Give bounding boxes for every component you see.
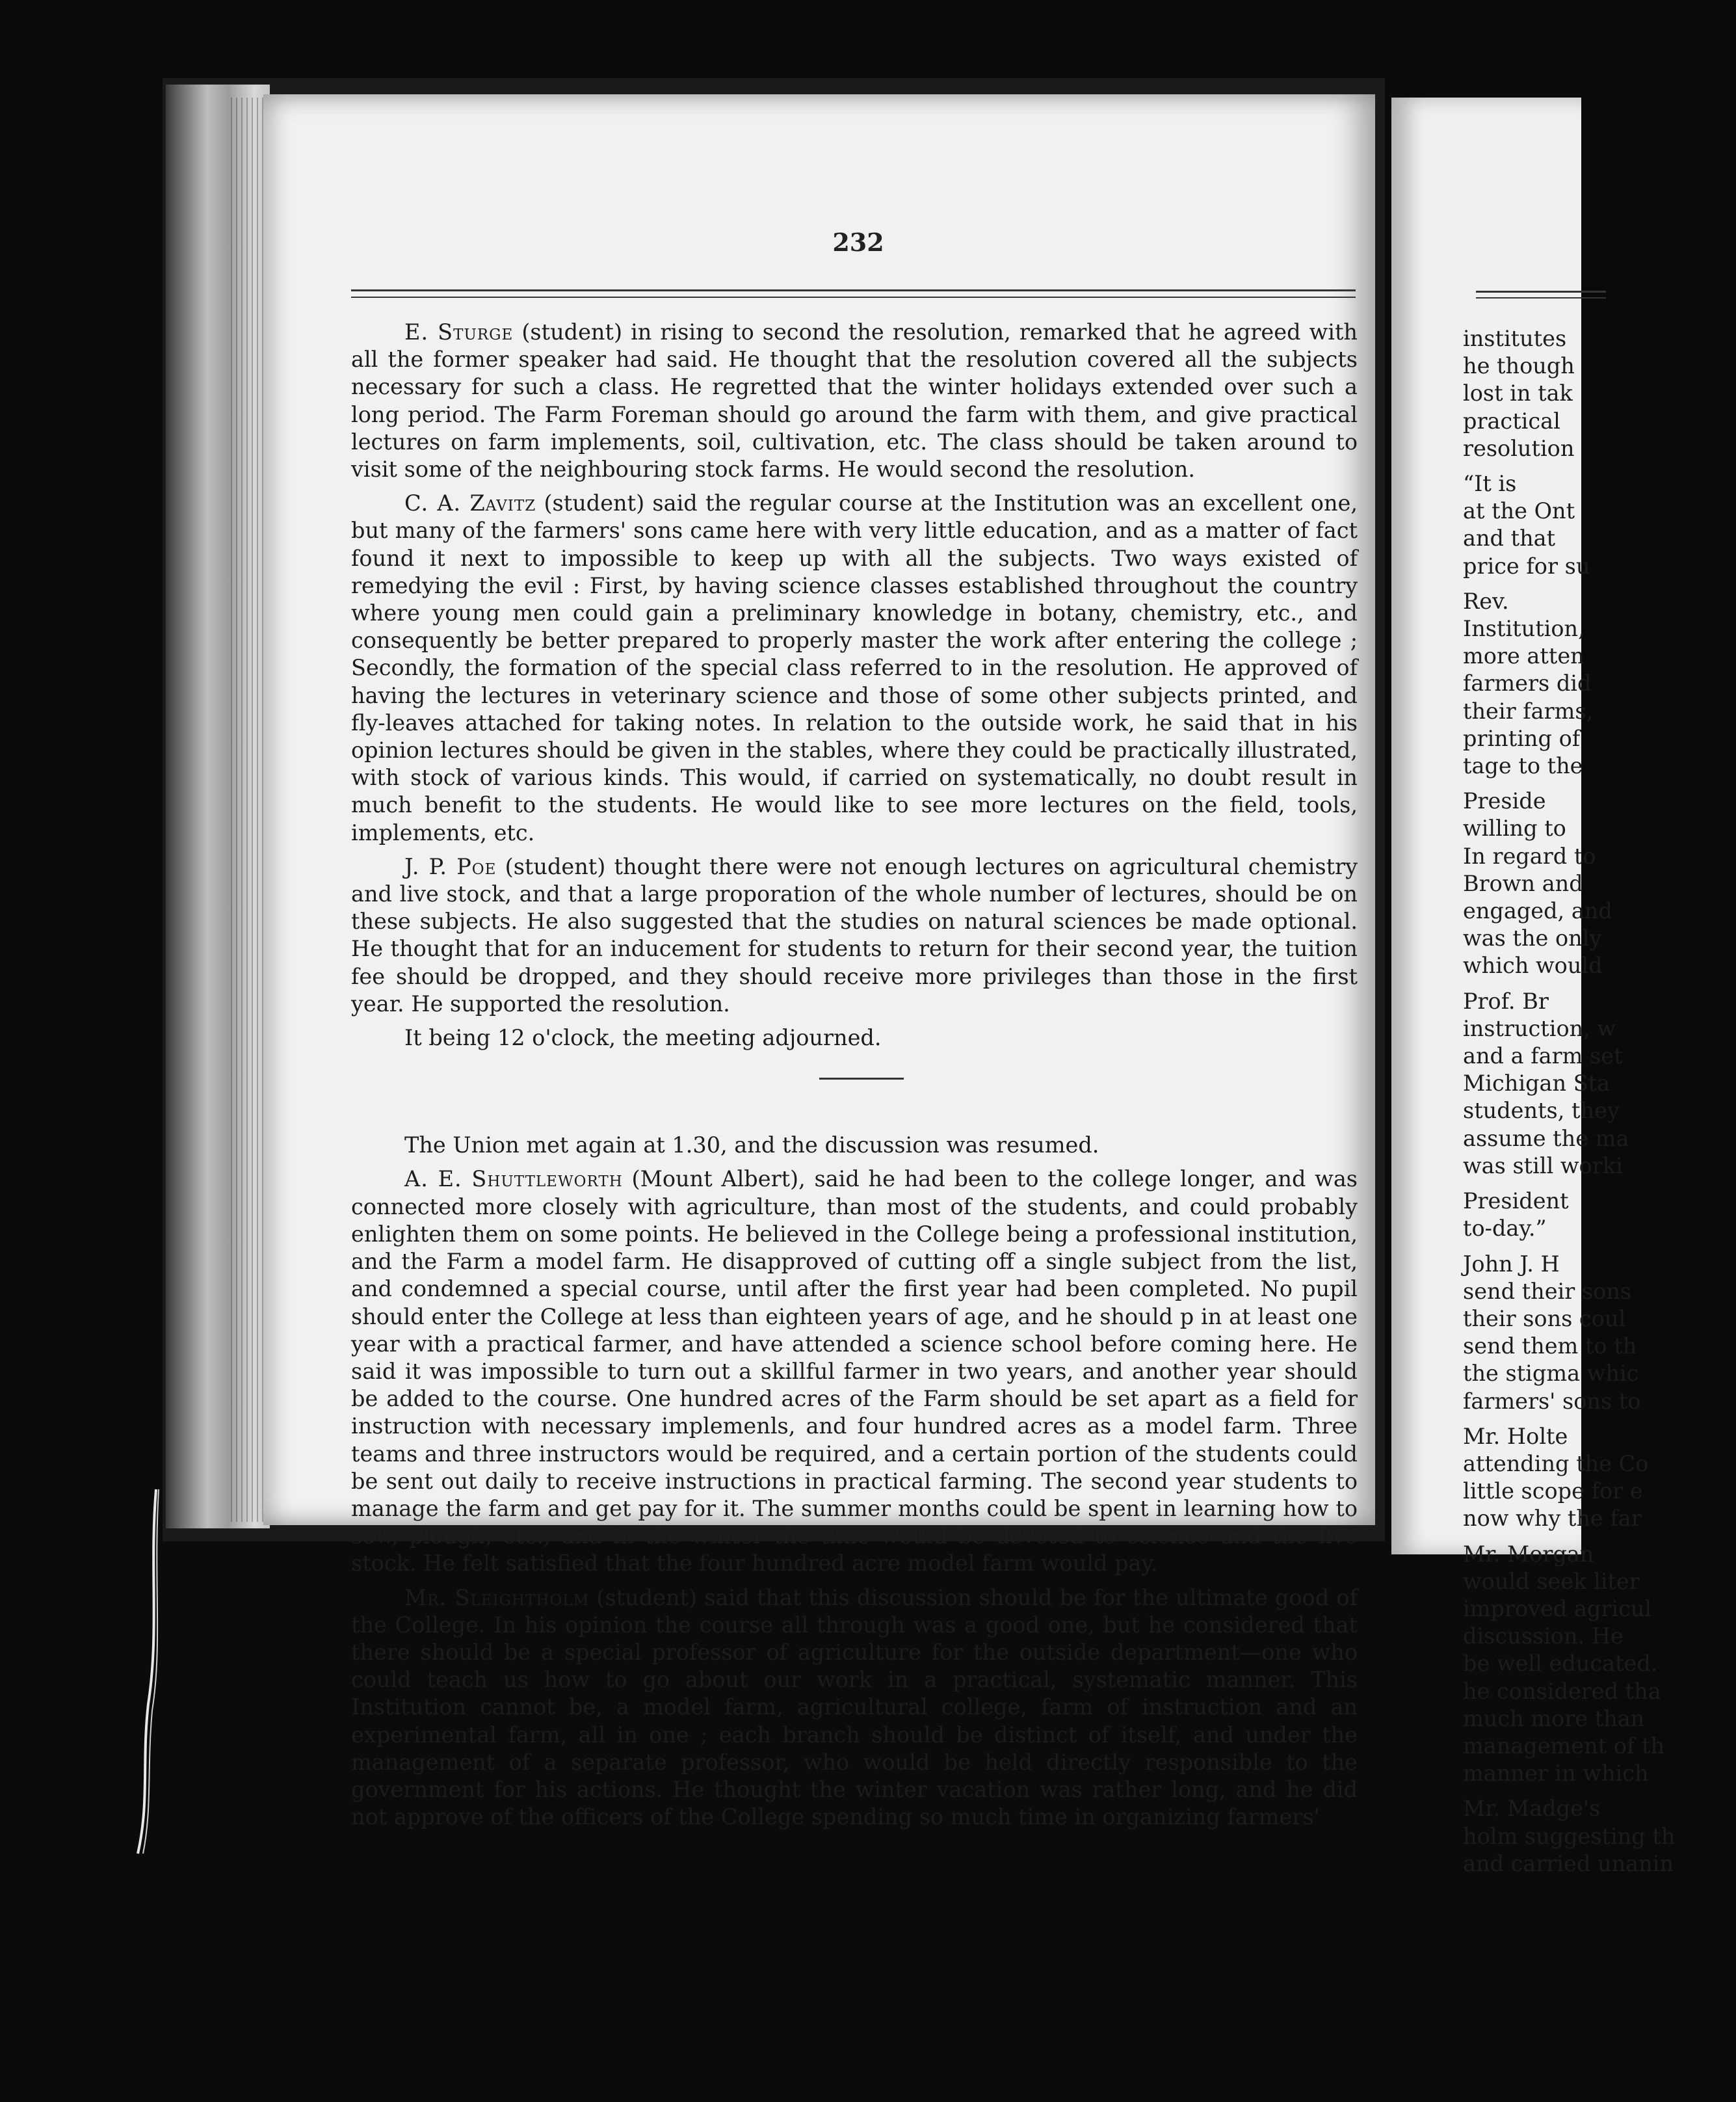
- right-page-line: management of th: [1463, 1733, 1665, 1759]
- bookmark-ribbon: [130, 1489, 169, 1854]
- right-page-gap: [1463, 1180, 1736, 1188]
- right-page-line: would seek liter: [1463, 1568, 1640, 1594]
- header-rule: [351, 289, 1356, 291]
- page-body: [351, 319, 1358, 1837]
- right-page-line: more atten: [1463, 643, 1585, 669]
- right-page-line: practical: [1463, 408, 1560, 434]
- right-page-line: and carried unanin: [1463, 1850, 1674, 1876]
- right-page-line: Institution,: [1463, 616, 1585, 642]
- right-page-line: farmers did: [1463, 671, 1592, 697]
- right-page-line: which would: [1463, 953, 1603, 979]
- speaker-name: Mr. Sleightholm: [404, 1584, 590, 1610]
- right-page-line: price for su: [1463, 553, 1590, 579]
- right-page-gap: [1463, 980, 1736, 988]
- right-page-line: President: [1463, 1188, 1569, 1214]
- right-header-rule: [1476, 291, 1606, 293]
- right-page-line: John J. H: [1463, 1251, 1560, 1277]
- right-page-line: lost in tak: [1463, 380, 1573, 406]
- right-page-line: Preside: [1463, 788, 1546, 814]
- right-page-line: Prof. Br: [1463, 988, 1549, 1014]
- right-page-line: improved agricul: [1463, 1595, 1652, 1621]
- right-page-line: tage to the: [1463, 753, 1583, 779]
- right-page-line: their farms,: [1463, 698, 1594, 724]
- right-page-line: to-day.”: [1463, 1216, 1547, 1242]
- right-page-line: Rev.: [1463, 588, 1509, 614]
- paragraph: [351, 319, 1358, 483]
- right-page-line: he though: [1463, 353, 1575, 379]
- right-page-line: farmers' sons to: [1463, 1388, 1641, 1414]
- right-page-line: and a farm set: [1463, 1043, 1623, 1069]
- speaker-name: E. Sturge: [404, 319, 514, 345]
- right-page-line: little scope for e: [1463, 1478, 1643, 1504]
- right-page-line: discussion. He: [1463, 1623, 1624, 1649]
- right-page-line: the stigma whic: [1463, 1361, 1639, 1387]
- right-page-line: and that: [1463, 526, 1556, 552]
- paragraph: [351, 1024, 1358, 1052]
- right-page-gap: [1463, 462, 1736, 470]
- paragraph: [351, 1165, 1358, 1577]
- section-divider: [819, 1078, 904, 1080]
- right-page-line: engaged, and: [1463, 898, 1612, 924]
- right-page-line: be well educated.: [1463, 1651, 1658, 1677]
- right-page-line: Mr. Madge's: [1463, 1796, 1601, 1822]
- right-page-line: he considered tha: [1463, 1678, 1661, 1704]
- right-page-line: their sons coul: [1463, 1305, 1626, 1331]
- paragraph: [351, 1584, 1358, 1831]
- page-number: 232: [832, 228, 884, 257]
- paragraph-text: (student) in rising to second the resolution, remarked that he agreed with all the former speaker had said. He thought that the resolution covered all the subjects necessary for such a class. He regretted that the winter holidays extended over such a long period. The Farm Foreman should go around the farm with them, and give practical lectures on farm implements, soil, cultivation, etc. The class should be taken around to visit some of the neighbouring stock farms. He would second the resolution.: [351, 319, 1358, 483]
- right-page-line: attending the Co: [1463, 1450, 1649, 1476]
- right-page-line: printing of: [1463, 725, 1581, 751]
- speaker-name: J. P. Poe: [404, 853, 497, 879]
- paragraph: [351, 1132, 1358, 1159]
- speaker-name: A. E. Shuttleworth: [404, 1166, 623, 1192]
- right-page-line: holm suggesting th: [1463, 1823, 1676, 1849]
- right-page-line: Mr. Morgan: [1463, 1541, 1594, 1567]
- paragraph-text: (student) thought there were not enough lectures on agricultural chemistry and live stock, and that a large proporation of the whole number of lectures, should be on these subjects. He also suggested that the studies on natural sciences be made optional. He thought that for an inducement for students to return for their second year, the tuition fee should be dropped, and they should receive more privileges than those in the first year. He supported the resolution.: [351, 853, 1358, 1017]
- paragraph-text: The Union met again at 1.30, and the discussion was resumed.: [404, 1132, 1099, 1158]
- right-page-line: send their sons: [1463, 1278, 1632, 1304]
- right-page-gap: [1463, 1243, 1736, 1251]
- right-page-line: assume the ma: [1463, 1125, 1629, 1151]
- right-page-gap: [1463, 1787, 1736, 1795]
- right-page-line: at the Ont: [1463, 498, 1575, 524]
- right-page-line: was still worki: [1463, 1152, 1623, 1178]
- paragraph-text: (student) said that this discussion should be for the ultimate good of the College. In his opinion the course all through was a good one, but he considered that there should be a special professor of agriculture for the outside department—one who could teach us how to go about our work in a practical, systematic manner. This Institution cannot be, a model farm, agricultural college, farm of instruction and an experimental farm, all in one ; each branch should be distinct of itself, and under the management of a separate professor, who would be held directly responsible to the government for his actions. He thought the winter vacation was rather long, and he did not approve of the officers of the College spending so much time in organizing farmers': [351, 1584, 1358, 1830]
- right-page-line: “It is: [1463, 471, 1517, 497]
- paragraph: [351, 853, 1358, 1018]
- speaker-name: C. A. Zavitz: [404, 490, 536, 516]
- right-page-line: In regard to: [1463, 843, 1596, 869]
- right-page-line: Mr. Holte: [1463, 1423, 1568, 1449]
- right-page-line: send them to th: [1463, 1333, 1637, 1359]
- page-edges: [231, 98, 263, 1522]
- paragraph: [351, 490, 1358, 847]
- right-page-line: much more than: [1463, 1705, 1645, 1731]
- paragraph-text: It being 12 o'clock, the meeting adjourned.: [404, 1025, 882, 1051]
- right-page-line: willing to: [1463, 816, 1566, 842]
- right-page-line: instruction, w: [1463, 1015, 1616, 1041]
- paragraph-text: (Mount Albert), said he had been to the college longer, and was connected more closely with agriculture, than most of the students, and could probably enlighten them on some points. He believed in the College being a professional institution, and the Farm a model farm. He disapproved of cutting off a single subject from the list, and condemned a special course, until after the first year had been completed. No pupil should enter the College at less than eighteen years of age, and he should p in at least one year with a practical farmer, and have attended a science school before coming here. He said it was impossible to turn out a skillful farmer in two years, and another year should be added to the course. One hundred acres of the Farm should be set apart as a field for instruction with necessary implemenls, and four hundred acres as a model farm. Three teams and three instructors would be required, and a certain portion of the students could be sent out daily to receive instructions in practical farming. The second year students to manage the farm and get pay for it. The summer months could be spent in learning how to sow, plough, etc., and in the winter the time would be devoted to science and the live stock. He felt satisfied that the four hundred acre model farm would pay.: [351, 1166, 1358, 1576]
- right-page-line: Brown and: [1463, 870, 1583, 896]
- right-header-rule-thin: [1476, 297, 1606, 299]
- right-page-gap: [1463, 1415, 1736, 1423]
- right-page-gap: [1463, 1533, 1736, 1541]
- right-page-line: now why the far: [1463, 1506, 1642, 1532]
- right-page-line: was the only: [1463, 925, 1602, 951]
- header-rule-thin: [351, 297, 1356, 298]
- right-page-line: Michigan Sta: [1463, 1071, 1611, 1097]
- right-page-gap: [1463, 580, 1736, 588]
- right-page-gap: [1463, 780, 1736, 788]
- right-page-line: students, they: [1463, 1098, 1620, 1124]
- right-page-text: [1463, 325, 1736, 1878]
- right-page-line: resolution: [1463, 435, 1575, 461]
- paragraph-text: (student) said the regular course at the Institution was an excellent one, but many of the farmers' sons came here with very little education, and as a matter of fact found it next to impossible to keep up with all the subjects. Two ways existed of remedying the evil : First, by having science classes established throughout the country where young men could gain a preliminary knowledge in botany, chemistry, etc., and consequently be better prepared to properly master the work after entering the college ; Secondly, the formation of the special class referred to in the resolution. He approved of having the lectures in veterinary science and those of some other subjects printed, and fly-leaves attached for taking notes. In relation to the outside work, he said that in his opinion lectures should be given in the stables, where they could be practically illustrated, with stock of various kinds. This would, if carried on systematically, no doubt result in much benefit to the students. He would like to see more lectures on the field, tools, implements, etc.: [351, 490, 1358, 845]
- right-page-line: manner in which: [1463, 1761, 1649, 1787]
- right-page-line: institutes: [1463, 326, 1567, 351]
